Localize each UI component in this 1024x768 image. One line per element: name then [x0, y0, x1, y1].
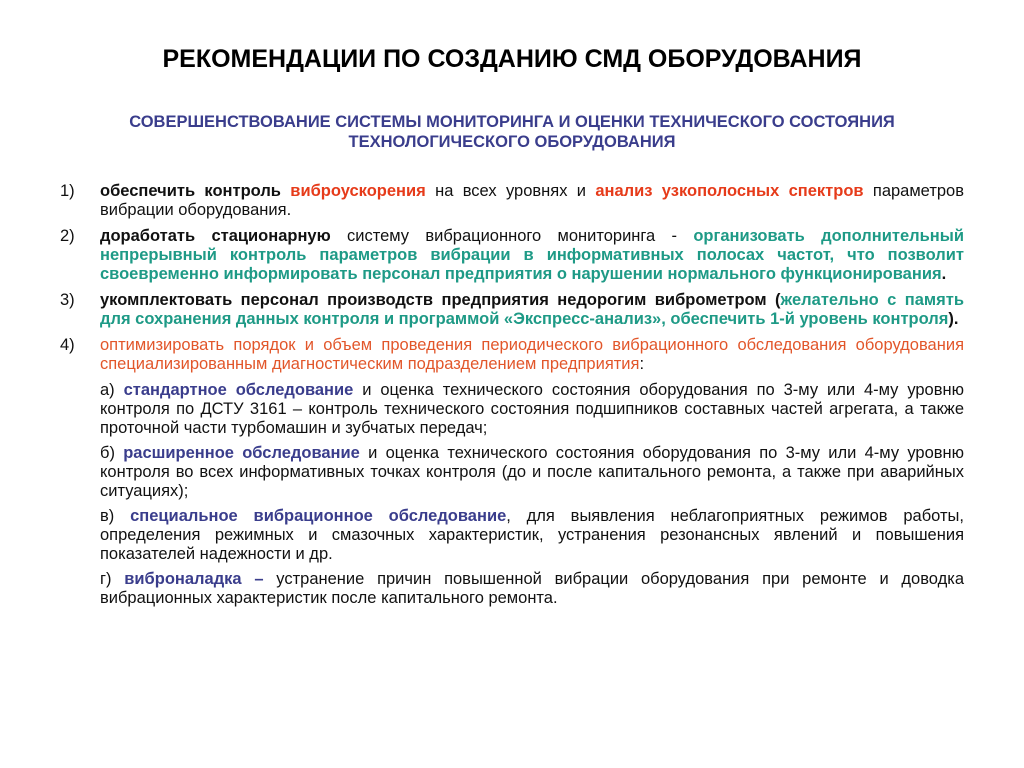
item-text-highlight: оптимизировать порядок и объем проведения периодического вибрационного обследования оборудования специализированным диагностическим подразделением предприятия: [100, 336, 964, 373]
sub-item-term: виброналадка –: [124, 570, 264, 588]
sub-item-text: и оценка технического состояния оборудования по 3-му или 4-му уровню контроля по ДСТУ 3161 – контроль технического состояния подшипников составных частей агрегата, а также проточной части турбомашин и зубчатых передач;: [100, 381, 964, 437]
item-text-highlight: желательно с память для сохранения данных контроля и программой «Экспресс-анализ», обеспечить 1-й уровень контроля: [100, 291, 964, 328]
item-text-bold: (: [766, 291, 781, 309]
page-title: РЕКОМЕНДАЦИИ ПО СОЗДАНИЮ СМД ОБОРУДОВАНИЯ: [162, 45, 862, 73]
recommendations-list: [60, 182, 964, 614]
sub-item-prefix: г): [100, 570, 125, 588]
item-text: на всех уровнях и: [425, 182, 596, 200]
item-text: систему вибрационного мониторинга -: [330, 227, 694, 245]
item-text-bold: укомплектовать персонал производств предприятия недорогим виброметром: [100, 291, 767, 309]
sub-item-term: расширенное обследование: [123, 444, 360, 462]
sub-item-prefix: б): [100, 444, 124, 462]
list-item-2: [60, 227, 964, 284]
list-item-1: [60, 182, 964, 220]
list-item-3: [60, 291, 964, 329]
item-text-highlight: виброускорения: [280, 182, 426, 200]
sub-item-text: и оценка технического состояния оборудования по 3-му или 4-му уровню контроля во всех информативных точках контроля (до и после капитального ремонта, а также при аварийных ситуациях);: [100, 444, 964, 500]
sub-item-prefix: в): [100, 507, 131, 525]
sub-item-text: устранение причин повышенной вибрации оборудования при ремонте и доводка вибрационных характеристик после капитального ремонта.: [100, 570, 964, 607]
page-subtitle: СОВЕРШЕНСТВОВАНИЕ СИСТЕМЫ МОНИТОРИНГА И ОЦЕНКИ ТЕХНИЧЕСКОГО СОСТОЯНИЯ ТЕХНОЛОГИЧЕСКОГО ОБОРУДОВАНИЯ: [129, 113, 895, 151]
item-text: параметров вибрации оборудования.: [100, 182, 964, 219]
list-item-4: [60, 336, 964, 374]
sub-item-term: специальное вибрационное обследование: [130, 507, 507, 525]
item-text-bold: доработать стационарную: [100, 227, 331, 245]
item-text-highlight: организовать дополнительный непрерывный контроль параметров вибрации в информативных полосах частот, что позволит своевременно информировать персонал предприятия о нарушении нормального функционирования: [100, 227, 964, 283]
sub-item-d: [60, 570, 964, 608]
item-number: 1): [60, 182, 75, 200]
item-number: 4): [60, 336, 75, 354]
item-text-highlight: анализ узкополосных спектров: [595, 182, 864, 200]
sub-item-term: стандартное обследование: [123, 381, 354, 399]
sub-item-c: [60, 507, 964, 564]
sub-item-a: [60, 381, 964, 438]
item-text-bold: .: [941, 265, 947, 283]
sub-item-b: [60, 444, 964, 501]
item-number: 2): [60, 227, 75, 245]
item-text: :: [639, 355, 645, 373]
item-text-bold: ).: [948, 310, 959, 328]
item-number: 3): [60, 291, 75, 309]
sub-item-text: , для выявления неблагоприятных режимов работы, определения режимных и смазочных характеристик, устранения резонансных явлений и повышения показателей надежности и др.: [100, 507, 964, 563]
item-text-bold: обеспечить контроль: [100, 182, 281, 200]
sub-item-prefix: а): [100, 381, 124, 399]
